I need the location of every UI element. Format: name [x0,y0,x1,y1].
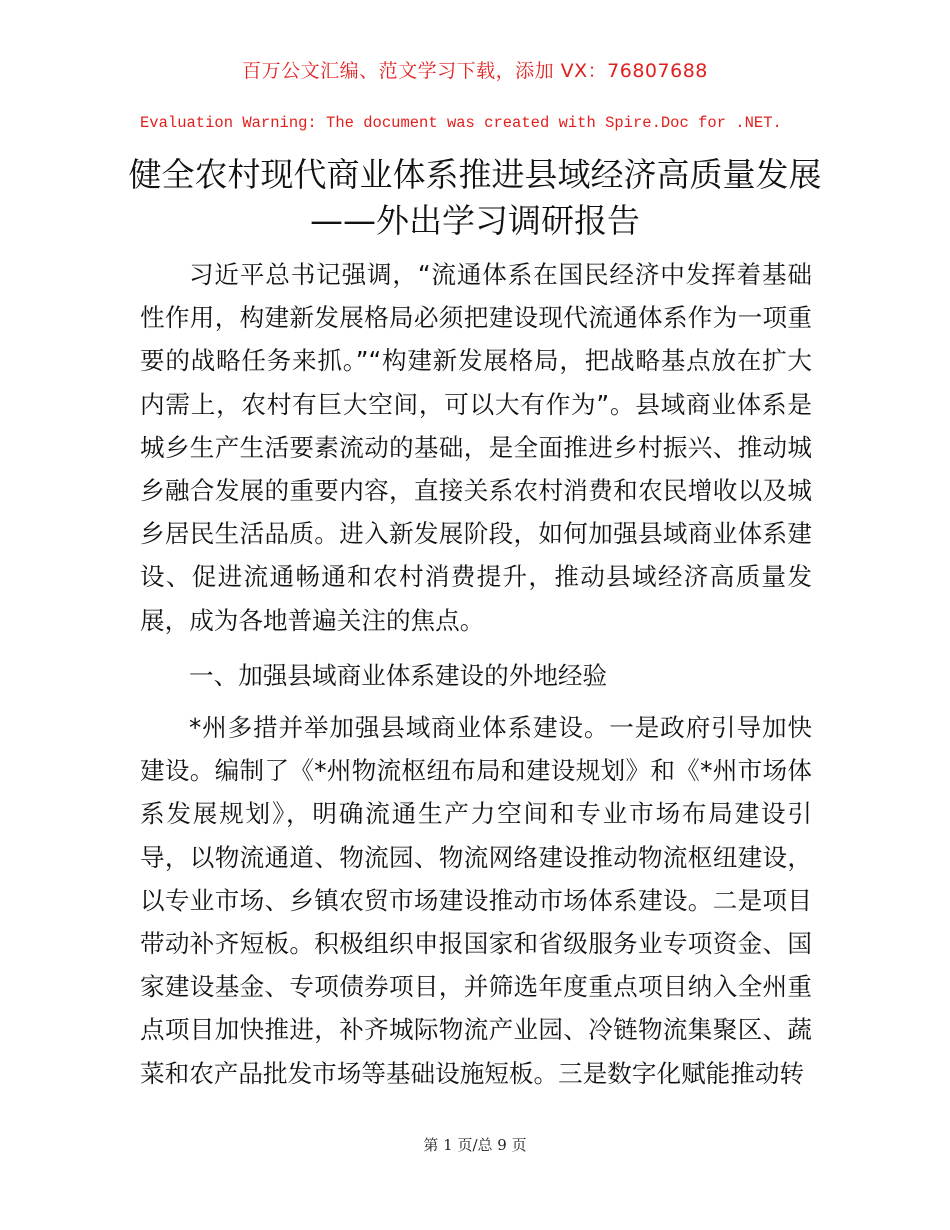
evaluation-warning: Evaluation Warning: The document was created with Spire.Doc for .NET. [140,114,782,132]
page-indicator: 第 1 页/总 9 页 [423,1136,527,1154]
header-banner: 百万公文汇编、范文学习下载，添加 VX：76807688 [242,60,708,82]
section-heading-1: 一、加强县域商业体系建设的外地经验 [189,661,608,690]
body-paragraph-2: *州多措并举加强县域商业体系建设。一是政府引导加快建设。编制了《*州物流枢纽布局和建设规划》和《*州市场体系发展规划》，明确流通生产力空间和专业市场布局建设引导，以物流通道、物流园、物流网络建设推动物流枢纽建设，以专业市场、乡镇农贸市场建设推动市场体系建设。二是项目带动补齐短板。积极组织申报国家和省级服务业专项资金、国家建设基金、专项债券项目，并筛选年度重点项目纳入全州重点项目加快推进，补齐城际物流产业园、冷链物流集聚区、蔬菜和农产品批发市场等基础设施短板。三是数字化赋能推动转 [140,713,812,1088]
body-paragraph-1: 习近平总书记强调，“流通体系在国民经济中发挥着基础性作用，构建新发展格局必须把建设现代流通体系作为一项重要的战略任务来抓。”“构建新发展格局，把战略基点放在扩大内需上，农村有巨大空间，可以大有作为”。县域商业体系是城乡生产生活要素流动的基础，是全面推进乡村振兴、推动城乡融合发展的重要内容，直接关系农村消费和农民增收以及城乡居民生活品质。进入新发展阶段，如何加强县域商业体系建设、促进流通畅通和农村消费提升，推动县域经济高质量发展，成为各地普遍关注的焦点。 [140,260,812,635]
document-title: 健全农村现代商业体系推进县域经济高质量发展——外出学习调研报告 [128,155,822,240]
